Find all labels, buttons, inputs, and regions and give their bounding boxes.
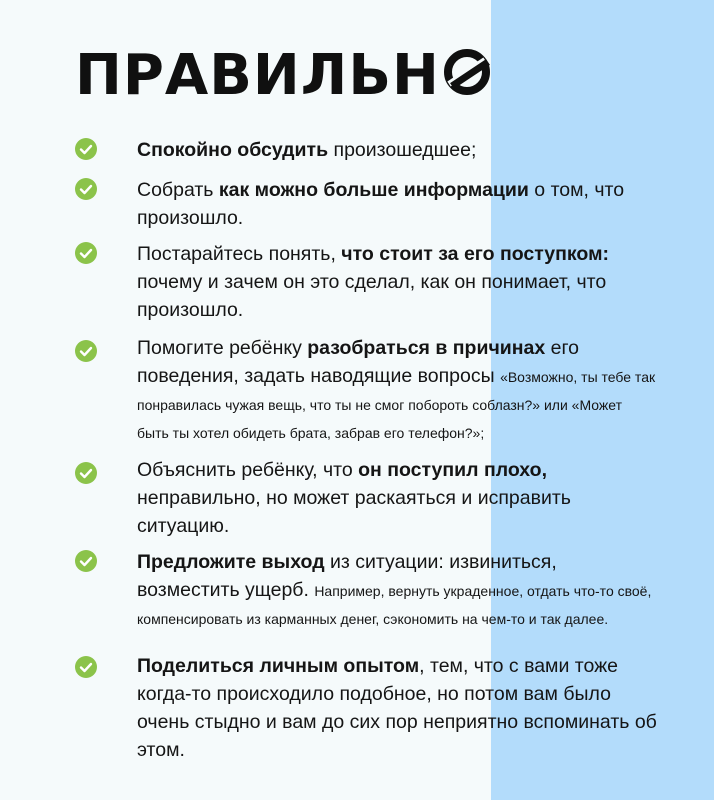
list-item-text: Поделиться личным опытом, тем, что с вами тоже когда-то происходило подобное, но потом вам было очень стыдно и вам до сих пор неприятно вспоминать об этом. [137,655,657,761]
page-title [75,44,492,108]
list-item-text: Постарайтесь понять, что стоит за его поступком: почему и зачем он это сделал, как он понимает, что произошло. [137,243,609,321]
list-item-text: Предложите выход из ситуации: извиниться, возместить ущерб. Например, вернуть украденное, отдать что-то своё, компенсировать из карманных денег, сэкономить на чем-то и так далее. [137,551,652,627]
check-circle-icon [75,462,97,484]
check-circle-icon [75,242,97,264]
list-item-text: Спокойно обсудить произошедшее; [137,139,477,161]
page-title-text: ПРАВИЛЬН [75,43,440,108]
list-item-text: Собрать как можно больше информации о том, что произошло. [137,179,625,229]
check-circle-icon [75,138,97,160]
check-circle-icon [75,340,97,362]
list-item-text: Объяснить ребёнку, что он поступил плохо, неправильно, но может раскаяться и исправить ситуацию. [137,459,571,537]
list-item-text: Помогите ребёнку разобраться в причинах его поведения, задать наводящие вопросы «Возможно, ты тебе так понравилась чужая вещь, что ты не смог побороть соблазн?» или «Может быть ты хотел обидеть брата, забрав его телефон?»; [137,337,656,441]
title-logo-o-icon [442,47,492,97]
check-circle-icon [75,550,97,572]
check-circle-icon [75,656,97,678]
check-circle-icon [75,178,97,200]
